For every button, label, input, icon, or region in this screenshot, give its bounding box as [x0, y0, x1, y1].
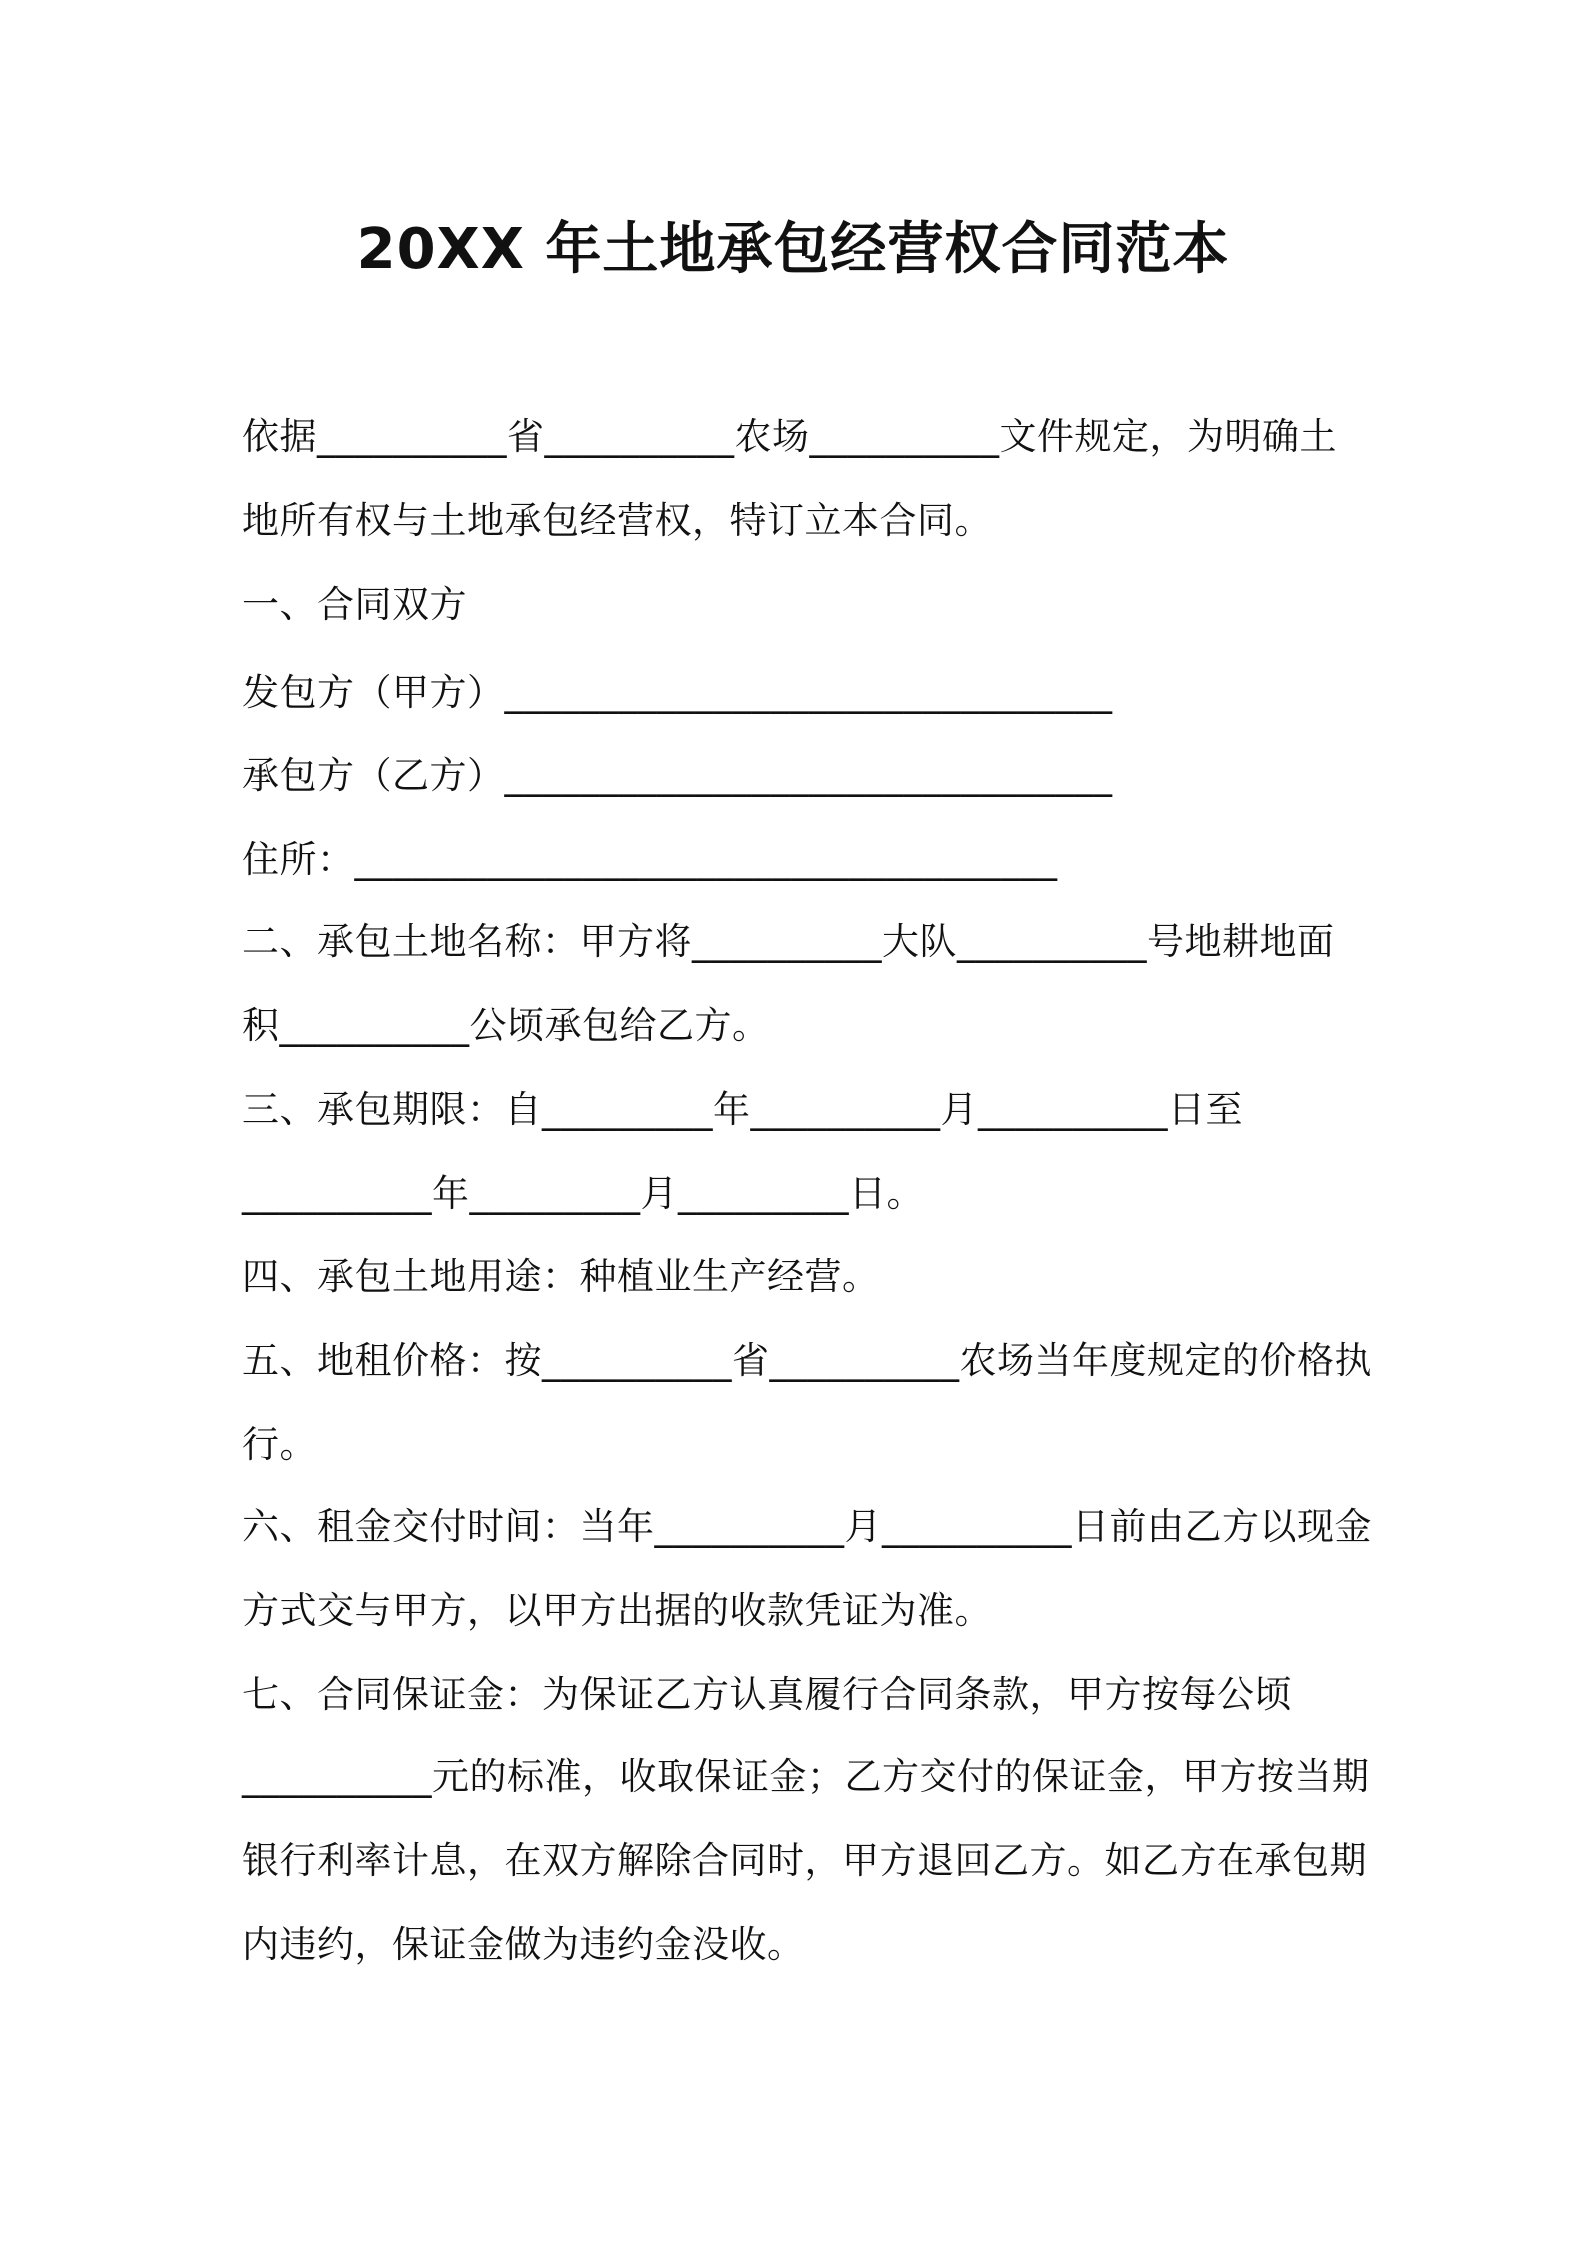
- section-heading: 一、合同双方: [242, 583, 467, 626]
- paragraph-line: 积__________公顷承包给乙方。: [242, 1004, 770, 1047]
- paragraph-line: 七、合同保证金：为保证乙方认真履行合同条款，甲方按每公顷: [242, 1673, 1292, 1716]
- paragraph-line: 承包方（乙方）________________________________: [242, 754, 1113, 797]
- paragraph-line: 行。: [242, 1423, 317, 1466]
- paragraph-line: 二、承包土地名称：甲方将__________大队__________号地耕地面: [242, 920, 1335, 963]
- paragraph-line: 发包方（甲方）________________________________: [242, 671, 1113, 714]
- paragraph-line: 四、承包土地用途：种植业生产经营。: [242, 1255, 880, 1298]
- paragraph-line: 三、承包期限：自_________年__________月__________日至: [242, 1088, 1243, 1131]
- paragraph-line: 住所：_____________________________________: [242, 838, 1058, 881]
- paragraph-line: __________元的标准，收取保证金；乙方交付的保证金，甲方按当期: [242, 1755, 1370, 1798]
- paragraph-line: 银行利率计息，在双方解除合同时，甲方退回乙方。如乙方在承包期: [242, 1839, 1367, 1882]
- paragraph-line: 依据__________省__________农场__________文件规定，为明确土: [242, 415, 1337, 458]
- paragraph-line: 六、租金交付时间：当年__________月__________日前由乙方以现金: [242, 1505, 1372, 1548]
- paragraph-line: 五、地租价格：按__________省__________农场当年度规定的价格执: [242, 1339, 1372, 1382]
- paragraph-line: 方式交与甲方，以甲方出据的收款凭证为准。: [242, 1589, 992, 1632]
- document-title: 20XX 年土地承包经营权合同范本: [356, 217, 1230, 282]
- paragraph-line: 内违约，保证金做为违约金没收。: [242, 1923, 805, 1966]
- paragraph-line: __________年_________月_________日。: [242, 1172, 924, 1215]
- paragraph-line: 地所有权与土地承包经营权，特订立本合同。: [242, 499, 992, 542]
